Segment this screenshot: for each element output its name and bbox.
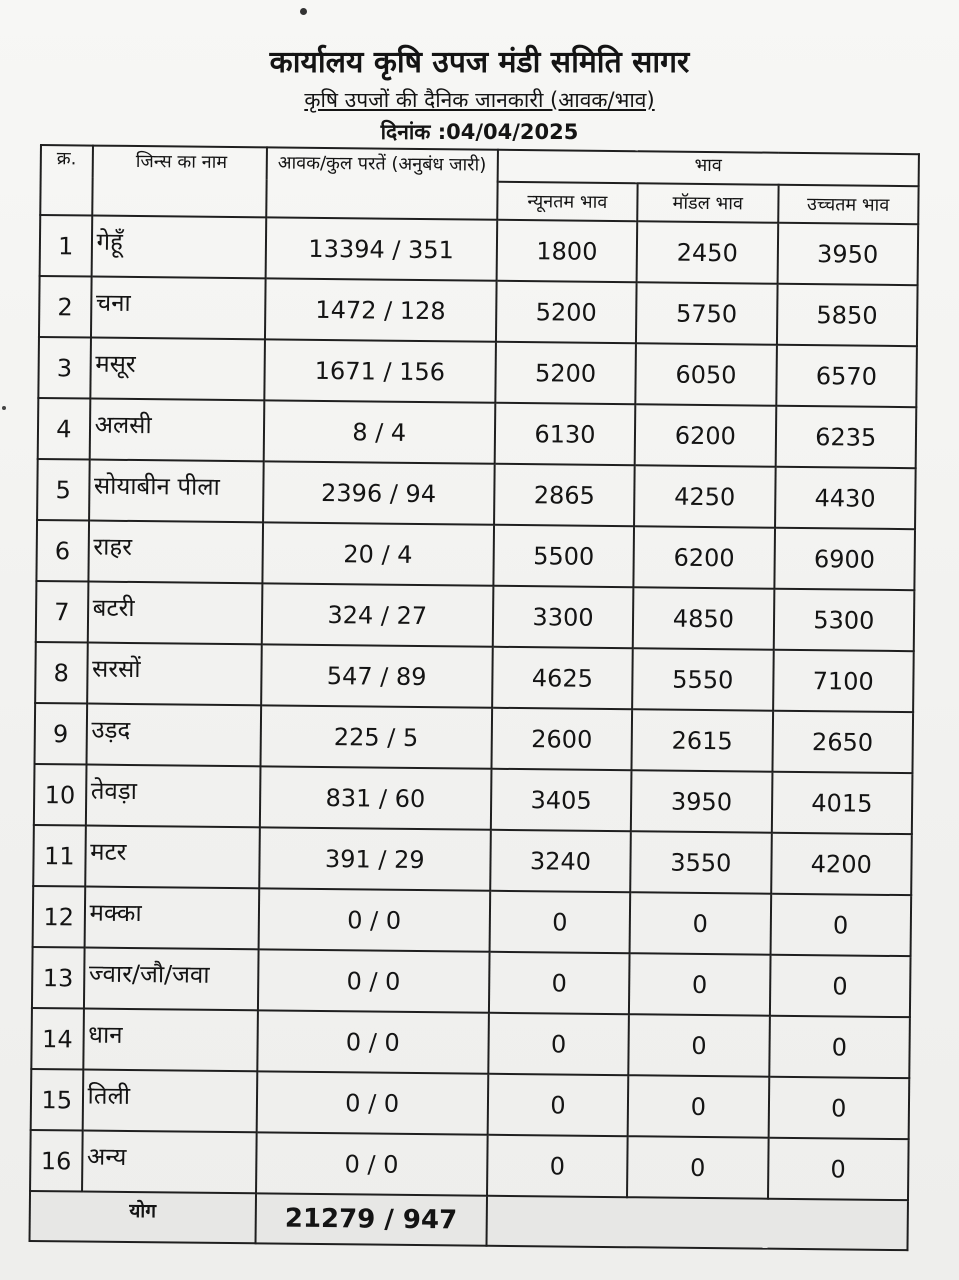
cell-max-price: 0 xyxy=(768,1077,909,1139)
cell-serial: 8 xyxy=(35,642,87,704)
cell-commodity: धान xyxy=(83,1009,258,1072)
cell-max-price: 5300 xyxy=(773,589,914,651)
cell-model-price: 2615 xyxy=(632,709,773,771)
cell-serial: 9 xyxy=(35,703,87,765)
table-row xyxy=(33,825,912,895)
cell-arrival: 0 / 0 xyxy=(258,949,490,1012)
cell-min-price: 2865 xyxy=(494,464,635,526)
table-row xyxy=(31,1008,910,1078)
cell-serial: 3 xyxy=(38,337,90,399)
table-row xyxy=(38,398,917,468)
cell-commodity: ज्वार/जौ/जवा xyxy=(84,948,259,1011)
cell-min-price: 3240 xyxy=(490,830,631,892)
cell-model-price: 0 xyxy=(629,953,770,1015)
cell-arrival: 2396 / 94 xyxy=(263,461,495,524)
cell-commodity: चना xyxy=(91,277,266,340)
cell-arrival: 324 / 27 xyxy=(261,583,493,646)
cell-arrival: 391 / 29 xyxy=(259,827,491,890)
cell-min-price: 3405 xyxy=(491,769,632,831)
table-row xyxy=(40,215,919,285)
cell-model-price: 3550 xyxy=(630,831,771,893)
office-title: कार्यालय कृषि उपज मंडी समिति सागर xyxy=(269,45,690,80)
cell-min-price: 5200 xyxy=(496,281,637,343)
table-row xyxy=(34,764,913,834)
total-row xyxy=(30,1191,908,1250)
cell-model-price: 4850 xyxy=(633,587,774,649)
cell-model-price: 6200 xyxy=(635,404,776,466)
cell-model-price: 2450 xyxy=(637,221,778,283)
header-price-group: भाव xyxy=(497,150,919,186)
table-row xyxy=(35,642,914,712)
cell-commodity: अलसी xyxy=(89,399,264,462)
commodity-price-table xyxy=(29,144,920,1251)
cell-min-price: 0 xyxy=(487,1135,628,1197)
cell-arrival: 1472 / 128 xyxy=(265,278,497,341)
cell-serial: 13 xyxy=(32,947,84,1009)
cell-min-price: 4625 xyxy=(492,647,633,709)
table-row xyxy=(31,1069,910,1139)
stray-ink-dot xyxy=(2,406,6,410)
cell-commodity: मक्का xyxy=(84,887,259,950)
cell-min-price: 0 xyxy=(488,1013,629,1075)
cell-min-price: 1800 xyxy=(496,220,637,282)
cell-model-price: 6050 xyxy=(635,343,776,405)
cell-serial: 15 xyxy=(31,1069,83,1131)
cell-serial: 10 xyxy=(34,764,86,826)
cell-commodity: राहर xyxy=(88,521,263,584)
cell-serial: 14 xyxy=(31,1008,83,1070)
cell-max-price: 6235 xyxy=(775,406,916,468)
cell-model-price: 0 xyxy=(630,892,771,954)
cell-commodity: गेहूँ xyxy=(91,216,266,279)
cell-serial: 16 xyxy=(30,1130,82,1192)
cell-model-price: 3950 xyxy=(631,770,772,832)
cell-arrival: 8 / 4 xyxy=(263,400,495,463)
cell-min-price: 5500 xyxy=(493,525,634,587)
table-row xyxy=(35,703,914,773)
table-row xyxy=(33,886,912,956)
cell-model-price: 0 xyxy=(627,1136,768,1198)
table-row xyxy=(36,520,915,590)
cell-commodity: उड़द xyxy=(86,704,261,767)
total-label: योग xyxy=(30,1191,256,1243)
cell-commodity: तिली xyxy=(82,1070,257,1133)
cell-max-price: 0 xyxy=(770,894,911,956)
cell-serial: 5 xyxy=(37,459,89,521)
cell-commodity: मसूर xyxy=(90,338,265,401)
cell-arrival: 0 / 0 xyxy=(256,1132,488,1195)
cell-model-price: 5550 xyxy=(632,648,773,710)
cell-max-price: 0 xyxy=(768,1138,909,1200)
cell-min-price: 0 xyxy=(489,952,630,1014)
table-row xyxy=(30,1130,909,1200)
table-row xyxy=(37,459,916,529)
cell-model-price: 0 xyxy=(628,1014,769,1076)
total-price-blank xyxy=(486,1196,908,1250)
cell-min-price: 2600 xyxy=(491,708,632,770)
cell-serial: 2 xyxy=(39,276,91,338)
cell-commodity: मटर xyxy=(85,826,260,889)
table-row xyxy=(36,581,915,651)
cell-arrival: 0 / 0 xyxy=(257,1010,489,1073)
table-row xyxy=(32,947,911,1017)
cell-arrival: 1671 / 156 xyxy=(264,339,496,402)
header-arrival: आवक/कुल परतें (अनुबंध जारी) xyxy=(266,147,498,219)
report-date: दिनांक :04/04/2025 xyxy=(380,120,579,144)
cell-commodity: सोयाबीन पीला xyxy=(89,460,264,523)
cell-max-price: 3950 xyxy=(777,223,918,285)
cell-arrival: 831 / 60 xyxy=(260,766,492,829)
header-serial: क्र. xyxy=(40,145,92,216)
cell-max-price: 0 xyxy=(769,1016,910,1078)
cell-commodity: अन्य xyxy=(82,1130,257,1193)
cell-min-price: 0 xyxy=(487,1074,628,1136)
cell-model-price: 4250 xyxy=(634,465,775,527)
cell-max-price: 4430 xyxy=(775,467,916,529)
table-row xyxy=(38,337,917,407)
cell-arrival: 225 / 5 xyxy=(260,705,492,768)
cell-max-price: 0 xyxy=(769,955,910,1017)
cell-serial: 4 xyxy=(38,398,90,460)
cell-serial: 1 xyxy=(40,215,92,277)
cell-serial: 11 xyxy=(33,825,85,887)
header-commodity-name: जिन्स का नाम xyxy=(92,146,267,218)
cell-max-price: 4015 xyxy=(771,772,912,834)
cell-arrival: 13394 / 351 xyxy=(265,217,497,280)
cell-arrival: 20 / 4 xyxy=(262,522,494,585)
cell-min-price: 6130 xyxy=(494,403,635,465)
cell-min-price: 3300 xyxy=(493,586,634,648)
cell-arrival: 0 / 0 xyxy=(256,1071,488,1134)
cell-serial: 12 xyxy=(33,886,85,948)
cell-commodity: सरसों xyxy=(87,643,262,706)
cell-max-price: 4200 xyxy=(771,833,912,895)
cell-model-price: 5750 xyxy=(636,282,777,344)
cell-model-price: 6200 xyxy=(634,526,775,588)
header-max-price: उच्चतम भाव xyxy=(778,185,919,224)
cell-max-price: 7100 xyxy=(773,650,914,712)
cell-arrival: 547 / 89 xyxy=(261,644,493,707)
cell-commodity: तेवड़ा xyxy=(85,765,260,828)
table-row xyxy=(39,276,918,346)
total-arrival: 21279 / 947 xyxy=(255,1193,487,1245)
cell-arrival: 0 / 0 xyxy=(258,888,490,951)
cell-serial: 6 xyxy=(36,520,88,582)
cell-min-price: 5200 xyxy=(495,342,636,404)
cell-max-price: 5850 xyxy=(777,284,918,346)
header-min-price: न्यूनतम भाव xyxy=(497,182,638,221)
cell-max-price: 6900 xyxy=(774,528,915,590)
report-subtitle: कृषि उपजों की दैनिक जानकारी (आवक/भाव) xyxy=(304,88,655,112)
cell-max-price: 2650 xyxy=(772,711,913,773)
cell-serial: 7 xyxy=(36,581,88,643)
header-model-price: मॉडल भाव xyxy=(637,183,778,222)
cell-model-price: 0 xyxy=(628,1075,769,1137)
stray-ink-mark xyxy=(300,8,307,15)
cell-max-price: 6570 xyxy=(776,345,917,407)
cell-min-price: 0 xyxy=(489,891,630,953)
table-header-row xyxy=(41,145,919,186)
cell-commodity: बटरी xyxy=(87,582,262,645)
